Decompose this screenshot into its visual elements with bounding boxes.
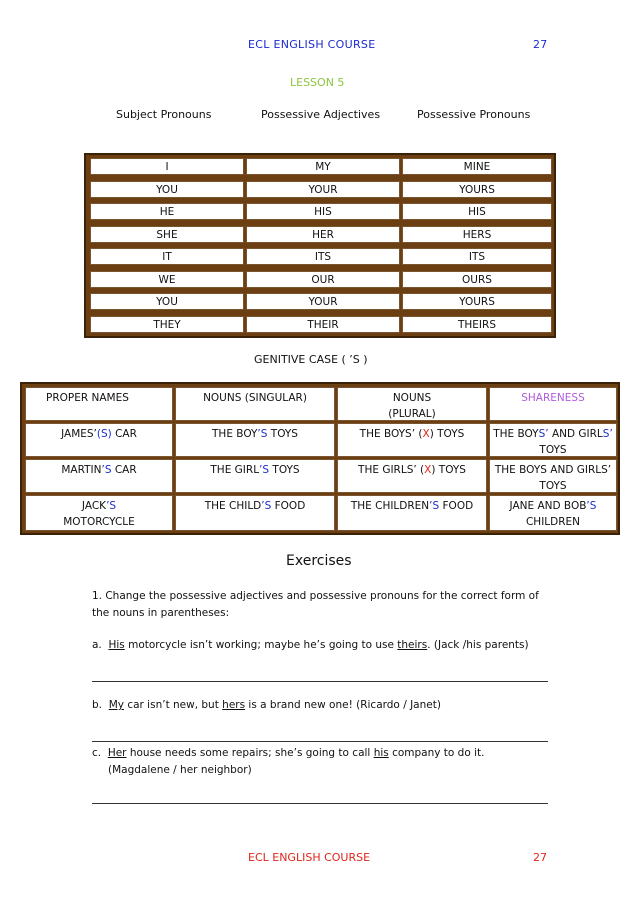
pronoun-cell: HIS: [246, 203, 400, 220]
genitive-header-nouns-plural: [337, 387, 487, 421]
pronoun-row: [90, 316, 552, 333]
lesson-title: LESSON 5: [290, 76, 345, 89]
genitive-cell: THE CHILDREN’S FOOD: [337, 495, 487, 531]
pronoun-row: [90, 293, 552, 310]
exercise-letter: b.: [92, 699, 103, 711]
pronoun-cell: YOURS: [402, 181, 552, 198]
pronoun-cell: HE: [90, 203, 244, 220]
pronoun-row: [90, 181, 552, 198]
pronoun-cell: THEY: [90, 316, 244, 333]
genitive-header-nouns-plural-text: NOUNS (PLURAL): [388, 392, 436, 420]
footer-page-number: 27: [533, 851, 547, 864]
pronoun-cell: MY: [246, 158, 400, 175]
pronoun-row: [90, 248, 552, 265]
pronoun-cell: HIS: [402, 203, 552, 220]
genitive-cell: THE BOYS’ (X) TOYS: [337, 423, 487, 457]
column-possessive-adjectives: Possessive Adjectives: [261, 108, 381, 121]
exercise-instruction: 1. Change the possessive adjectives and possessive pronouns for the correct form of the nouns in parentheses:: [92, 590, 539, 619]
pronoun-cell: THEIR: [246, 316, 400, 333]
genitive-header-proper-names: PROPER NAMES: [25, 387, 173, 421]
genitive-cell: JAMES’(S) CAR: [25, 423, 173, 457]
header-course-title: ECL ENGLISH COURSE: [248, 38, 376, 51]
pronoun-cell: WE: [90, 271, 244, 288]
pronoun-cell: ITS: [402, 248, 552, 265]
pronoun-row: [90, 158, 552, 175]
pronoun-cell: HERS: [402, 226, 552, 243]
genitive-table: [20, 382, 620, 535]
genitive-cell: THE GIRLS’ (X) TOYS: [337, 459, 487, 493]
header-page-number: 27: [533, 38, 548, 51]
genitive-cell: THE BOYS AND GIRLS’ TOYS: [489, 459, 617, 493]
answer-line-a[interactable]: [92, 681, 548, 682]
answer-line-b[interactable]: [92, 741, 548, 742]
genitive-header-nouns-singular: NOUNS (SINGULAR): [175, 387, 335, 421]
genitive-cell: JACK’S MOTORCYCLE: [25, 495, 173, 531]
pronoun-cell: OURS: [402, 271, 552, 288]
column-subject-pronouns: Subject Pronouns: [116, 108, 212, 121]
pronoun-cell: I: [90, 158, 244, 175]
pronoun-cell: ITS: [246, 248, 400, 265]
pronoun-cell: YOU: [90, 181, 244, 198]
pronoun-cell: THEIRS: [402, 316, 552, 333]
pronoun-cell: MINE: [402, 158, 552, 175]
column-possessive-pronouns: Possessive Pronouns: [417, 108, 531, 121]
pronoun-cell: HER: [246, 226, 400, 243]
exercises-title: Exercises: [286, 553, 352, 569]
pronoun-cell: OUR: [246, 271, 400, 288]
pronoun-cell: SHE: [90, 226, 244, 243]
genitive-case-title: GENITIVE CASE ( ’S ): [254, 353, 368, 366]
exercise-letter: c.: [92, 747, 102, 759]
pronoun-cell: YOU: [90, 293, 244, 310]
pronoun-table: [84, 153, 556, 338]
pronoun-row: [90, 226, 552, 243]
genitive-header-shareness: SHARENESS: [489, 387, 617, 421]
genitive-cell: MARTIN’S CAR: [25, 459, 173, 493]
pronoun-row: [90, 271, 552, 288]
exercise-letter: a.: [92, 639, 102, 651]
pronoun-cell: YOUR: [246, 181, 400, 198]
answer-line-c[interactable]: [92, 803, 548, 804]
pronoun-cell: IT: [90, 248, 244, 265]
exercise-item-a: a. His motorcycle isn’t working; maybe he’s going to use theirs. (Jack /his parents): [92, 639, 529, 651]
genitive-cell: JANE AND BOB’S CHILDREN: [489, 495, 617, 531]
genitive-cell: THE BOYS’ AND GIRLS’ TOYS: [489, 423, 617, 457]
exercise-item-c: c. Her house needs some repairs; she’s going to call his company to do it. (Magdalene / her neighbor): [92, 747, 485, 776]
pronoun-row: [90, 203, 552, 220]
footer-course-title: ECL ENGLISH COURSE: [248, 851, 371, 864]
exercise-item-b: b. My car isn’t new, but hers is a brand new one! (Ricardo / Janet): [92, 699, 441, 711]
pronoun-cell: YOURS: [402, 293, 552, 310]
pronoun-cell: YOUR: [246, 293, 400, 310]
genitive-cell: THE GIRL’S TOYS: [175, 459, 335, 493]
genitive-cell: THE CHILD’S FOOD: [175, 495, 335, 531]
genitive-cell: THE BOY’S TOYS: [175, 423, 335, 457]
